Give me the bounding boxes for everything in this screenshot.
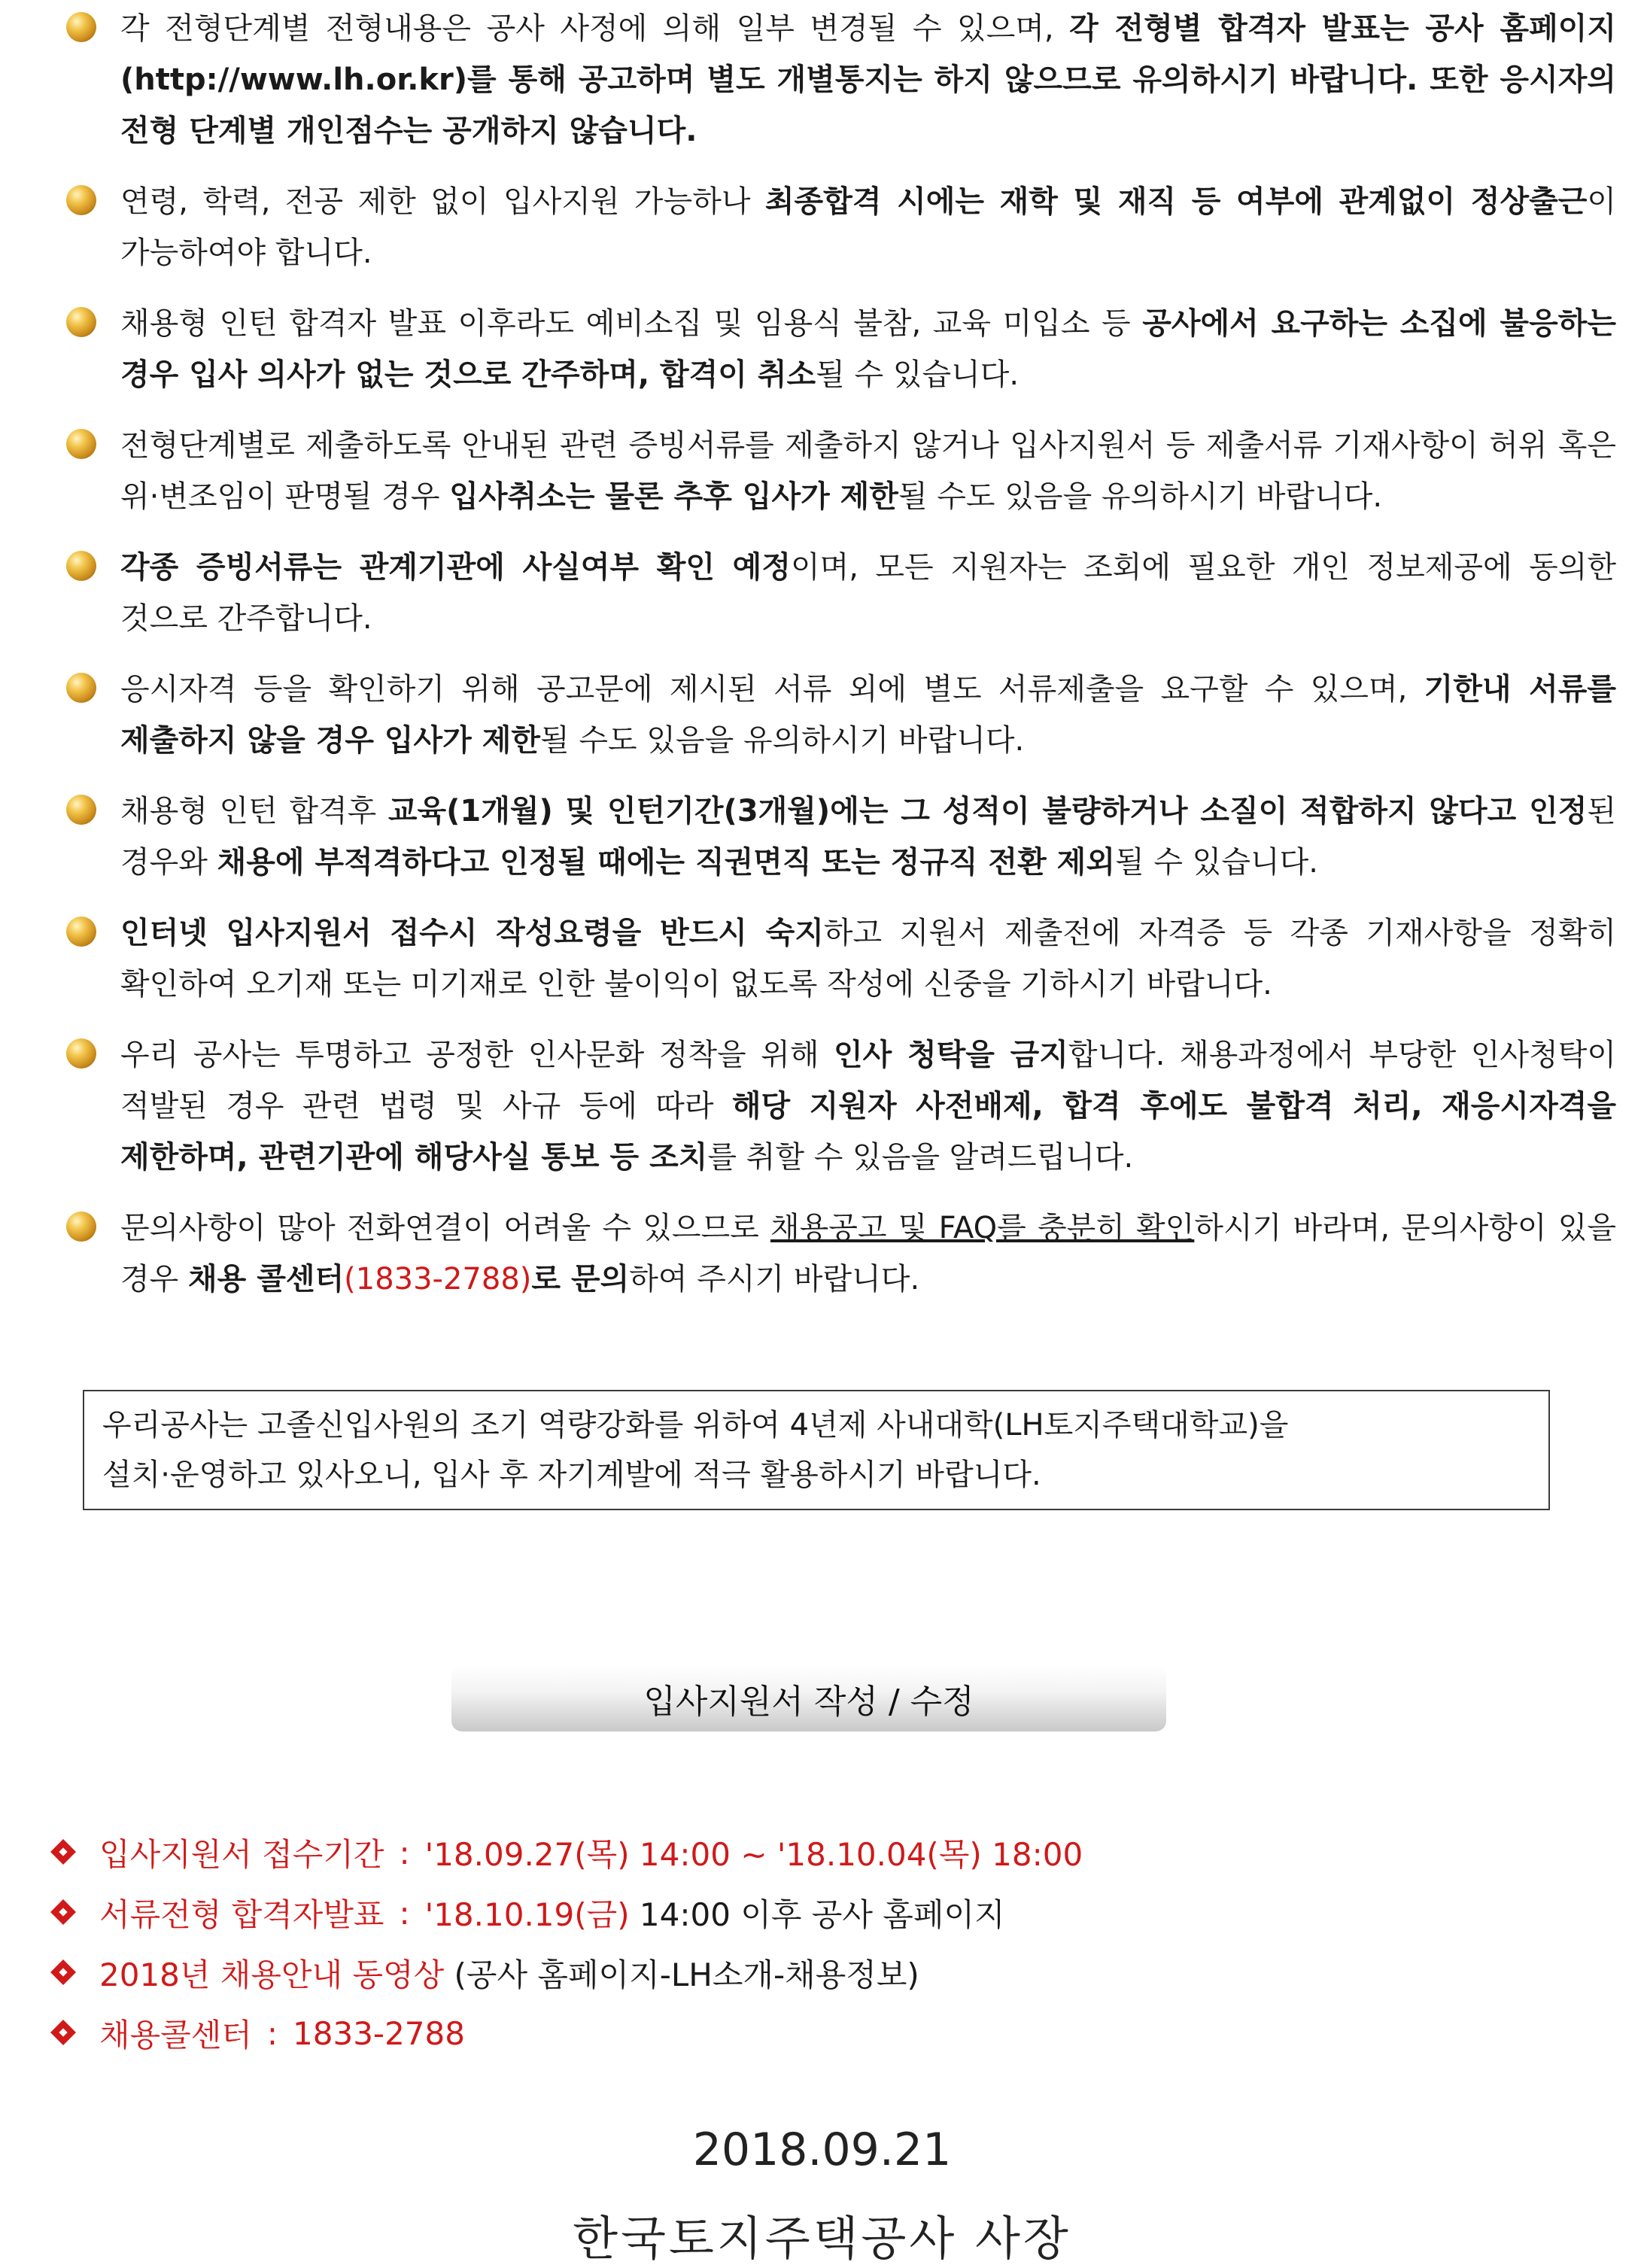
info-item-video — [51, 1943, 1083, 2003]
notice-text — [120, 3, 1616, 157]
notice-segment: 이며, 모든 지원자는 조회에 필요한 개인 정보제공에 동의한 것으로 간주합니다. — [120, 550, 1616, 636]
info-label: 2018년 채용안내 동영상 — [99, 1956, 445, 1993]
gold-bullet-icon — [66, 795, 96, 825]
notice-segment: 공사에서 요구하는 소집에 불응하는 경우 입사 의사가 없는 것으로 간주하며, 합격이 취소 — [120, 306, 1616, 392]
notice-segment: 최종합격 시에는 재학 및 재직 등 여부에 관계없이 정상출근 — [764, 184, 1588, 219]
notice-item — [66, 908, 1616, 1010]
notice-segment: 인터넷 입사지원서 접수시 작성요령을 반드시 숙지 — [120, 916, 824, 950]
notice-item — [66, 420, 1616, 522]
gold-bullet-icon — [66, 185, 96, 215]
notice-segment: 각종 증빙서류는 관계기관에 사실여부 확인 예정 — [120, 550, 791, 585]
notice-segment: 입사취소는 물론 추후 입사가 제한 — [449, 479, 898, 514]
notice-segment: 문의사항이 많아 전화연결이 어려울 수 있으므로 — [120, 1211, 771, 1245]
notice-segment: 우리 공사는 투명하고 공정한 인사문화 정착을 위해 — [120, 1038, 834, 1072]
info-list — [51, 1823, 1083, 2063]
boxed-notice — [83, 1390, 1550, 1510]
notice-segment: 채용 콜센터 — [188, 1262, 345, 1297]
gold-bullet-icon — [66, 429, 96, 459]
notice-text — [120, 786, 1616, 888]
notice-item — [66, 542, 1616, 644]
notice-text — [120, 542, 1616, 644]
notice-segment: 합니다. 채용과정에서 부당한 인사청탁이 적발된 경우 관련 법령 및 사규 등에 따라 — [120, 1038, 1616, 1123]
notice-text — [120, 176, 1616, 278]
notice-segment: 될 수도 있음을 유의하시기 바랍니다. — [540, 723, 1025, 758]
notice-item — [66, 786, 1616, 888]
diamond-bullet-icon — [51, 1840, 77, 1865]
notice-segment: 기한내 서류를 제출하지 않을 경우 입사가 제한 — [120, 672, 1617, 758]
info-item-application-period — [51, 1823, 1083, 1883]
notice-segment: 교육(1개월) 및 인턴기간(3개월)에는 그 성적이 불량하거나 소질이 적합하지 않다고 인정 — [387, 794, 1588, 828]
notice-text — [120, 1202, 1616, 1305]
notice-text — [120, 664, 1616, 766]
notice-segment: 해당 지원자 사전배제, 합격 후에도 불합격 처리, 재응시자격을 제한하며, 관련기관에 해당사실 통보 등 조치 — [120, 1089, 1616, 1175]
notice-item — [66, 298, 1616, 400]
notice-segment: 연령, 학력, 전공 제한 없이 입사지원 가능하나 — [120, 184, 765, 219]
info-separator: : — [399, 1894, 410, 1932]
notice-segment: 하시기 바라며, 문의사항이 있을 경우 — [120, 1211, 1616, 1297]
diamond-bullet-icon — [51, 2020, 77, 2046]
notice-text — [120, 908, 1616, 1010]
gold-bullet-icon — [66, 12, 96, 42]
notice-segment: 채용형 인턴 합격자 발표 이후라도 예비소집 및 임용식 불참, 교육 미입소 등 — [120, 306, 1143, 341]
signer: 한국토지주택공사 사장 — [573, 2211, 1071, 2266]
info-item-call-center — [51, 2003, 1083, 2063]
notice-text — [120, 420, 1616, 522]
notice-segment: 채용에 부적격하다고 인정될 때에는 직권면직 또는 정규직 전환 제외 — [217, 845, 1115, 880]
notice-segment: 채용형 인턴 합격후 — [120, 794, 388, 828]
notice-item — [66, 176, 1616, 278]
info-value-date: '18.10.19(금) — [424, 1896, 630, 1933]
notice-item — [66, 3, 1616, 157]
notice-segment: 로 문의 — [531, 1262, 630, 1297]
info-label: 입사지원서 접수기간 — [99, 1836, 384, 1873]
notice-item — [66, 1202, 1616, 1305]
notice-segment: 를 취할 수 있음을 알려드립니다. — [707, 1140, 1134, 1175]
gold-bullet-icon — [66, 1212, 96, 1242]
info-separator: : — [266, 2014, 278, 2052]
notice-segment: 각 전형별 합격자 발표는 공사 홈페이지(http://www.lh.or.kr)를 통해 공고하며 별도 개별통지는 하지 않으므로 유의하시기 바랍니다. 또한 응시자의 전형 단계별 개인점수는 공개하지 않습니다. — [120, 11, 1616, 148]
notice-segment: 채용공고 및 FAQ를 충분히 확인 — [770, 1211, 1195, 1245]
notice-list — [66, 3, 1616, 1324]
notice-segment: 된 경우와 — [120, 794, 1617, 880]
document-date: 2018.09.21 — [692, 2124, 952, 2176]
notice-item — [66, 664, 1616, 766]
info-item-document-result — [51, 1883, 1083, 1943]
section-title-bar — [451, 1665, 1166, 1731]
info-value: '18.09.27(목) 14:00 ~ '18.10.04(목) 18:00 — [424, 1836, 1083, 1873]
gold-bullet-icon — [66, 551, 96, 581]
info-separator: : — [399, 1834, 410, 1871]
notice-segment: 인사 청탁을 금지 — [833, 1038, 1068, 1072]
info-label: 서류전형 합격자발표 — [99, 1896, 384, 1933]
notice-segment: 응시자격 등을 확인하기 위해 공고문에 제시된 서류 외에 별도 서류제출을 요구할 수 있으며, — [120, 672, 1424, 707]
info-label: 채용콜센터 — [99, 2017, 252, 2054]
gold-bullet-icon — [66, 673, 96, 703]
notice-segment: 될 수도 있음을 유의하시기 바랍니다. — [898, 479, 1383, 514]
notice-segment: 될 수 있습니다. — [1114, 845, 1318, 880]
notice-segment: 될 수 있습니다. — [816, 357, 1020, 392]
boxed-notice-line: 설치·운영하고 있사오니, 입사 후 자기계발에 적극 활용하시기 바랍니다. — [102, 1458, 1041, 1492]
gold-bullet-icon — [66, 917, 96, 947]
gold-bullet-icon — [66, 307, 96, 337]
notice-text — [120, 298, 1616, 400]
notice-segment: (1833-2788) — [344, 1262, 532, 1297]
section-title: 입사지원서 작성 / 수정 — [643, 1683, 974, 1721]
notice-text — [120, 1029, 1616, 1183]
notice-segment: 하여 주시기 바랍니다. — [629, 1262, 920, 1297]
notice-item — [66, 1029, 1616, 1183]
diamond-bullet-icon — [51, 1960, 77, 1986]
notice-segment: 하고 지원서 제출전에 자격증 등 각종 기재사항을 정확히 확인하여 오기재 또는 미기재로 인한 불이익이 없도록 작성에 신중을 기하시기 바랍니다. — [120, 916, 1616, 1002]
info-value: 1833-2788 — [293, 2014, 465, 2052]
gold-bullet-icon — [66, 1038, 96, 1069]
info-value: (공사 홈페이지-LH소개-채용정보) — [444, 1956, 919, 1993]
notice-segment: 전형단계별로 제출하도록 안내된 관련 증빙서류를 제출하지 않거나 입사지원서 등 제출서류 기재사항이 허위 혹은 위·변조임이 판명될 경우 — [120, 428, 1616, 514]
notice-segment: 각 전형단계별 전형내용은 공사 사정에 의해 일부 변경될 수 있으며, — [120, 11, 1070, 46]
notice-segment: 이 가능하여야 합니다. — [120, 184, 1617, 270]
diamond-bullet-icon — [51, 1900, 77, 1926]
info-value: 14:00 이후 공사 홈페이지 — [629, 1896, 1005, 1933]
boxed-notice-line: 우리공사는 고졸신입사원의 조기 역량강화를 위하여 4년제 사내대학(LH토지주택대학교)을 — [102, 1408, 1289, 1443]
